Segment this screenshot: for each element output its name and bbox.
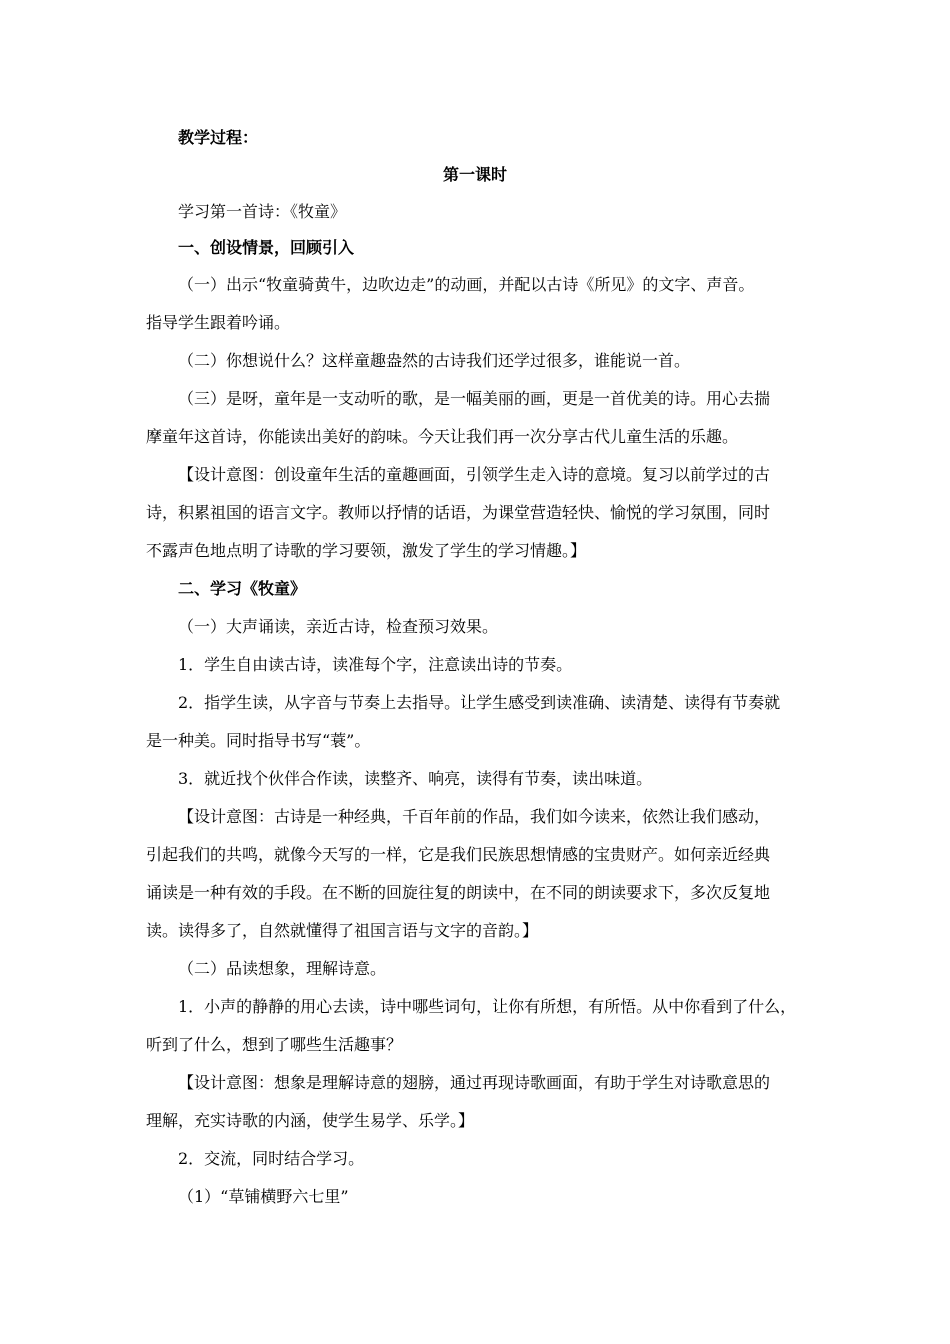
- section2-intent1-line1: 【设计意图：古诗是一种经典，千百年前的作品，我们如今读来，依然让我们感动，: [178, 807, 771, 826]
- section1-p3-line2: 摩童年这首诗，你能读出美好的韵味。今天让我们再一次分享古代儿童生活的乐趣。: [146, 427, 739, 446]
- section2-item4-line2: 听到了什么，想到了哪些生活趣事？: [146, 1035, 403, 1054]
- section1-p1-line1: （一）出示“牧童骑黄牛，边吹边走”的动画，并配以古诗《所见》的文字、声音。: [178, 275, 755, 294]
- section1-intent-line1: 【设计意图：创设童年生活的童趣画面，引领学生走入诗的意境。复习以前学过的古: [178, 465, 771, 484]
- section2-item4-line1: 1．小声的静静的用心去读，诗中哪些词句，让你有所想，有所悟。从中你看到了什么，: [178, 997, 797, 1016]
- section2-sub1: （一）大声诵读，亲近古诗，检查预习效果。: [178, 617, 499, 636]
- section1-p2: （二）你想说什么？这样童趣盎然的古诗我们还学过很多，谁能说一首。: [178, 351, 691, 370]
- section2-intent1-line3: 诵读是一种有效的手段。在不断的回旋往复的朗读中，在不同的朗读要求下，多次反复地: [146, 883, 771, 902]
- section2-item3: 3．就近找个伙伴合作读，读整齐、响亮，读得有节奏，读出味道。: [178, 769, 653, 788]
- section2-sub2: （二）品读想象，理解诗意。: [178, 959, 387, 978]
- section1-title: 一、创设情景，回顾引入: [178, 238, 355, 257]
- section2-intent2-line2: 理解，充实诗歌的内涵，使学生易学、乐学。】: [146, 1111, 475, 1130]
- section2-item2-line1: 2．指学生读，从字音与节奏上去指导。让学生感受到读准确、读清楚、读得有节奏就: [178, 693, 781, 712]
- section2-item2-line2: 是一种美。同时指导书写“蓑”。: [146, 731, 371, 750]
- section1-p3-line1: （三）是呀，童年是一支动听的歌，是一幅美丽的画，更是一首优美的诗。用心去揣: [178, 389, 771, 408]
- section1-p1-line2: 指导学生跟着吟诵。: [146, 313, 291, 332]
- process-heading: 教学过程：: [178, 128, 259, 147]
- section2-intent1-line2: 引起我们的共鸣，就像今天写的一样，它是我们民族思想情感的宝贵财产。如何亲近经典: [146, 845, 771, 864]
- section2-item5: 2．交流，同时结合学习。: [178, 1149, 365, 1168]
- section2-intent2-line1: 【设计意图：想象是理解诗意的翅膀，通过再现诗歌画面，有助于学生对诗歌意思的: [178, 1073, 771, 1092]
- lesson-title: 第一课时: [442, 165, 507, 184]
- section2-intent1-line4: 读。读得多了，自然就懂得了祖国言语与文字的音韵。】: [146, 921, 539, 940]
- section2-item6: （1）“草铺横野六七里”: [178, 1187, 349, 1206]
- section1-intent-line3: 不露声色地点明了诗歌的学习要领，激发了学生的学习情趣。】: [146, 541, 587, 560]
- section2-title: 二、学习《牧童》: [178, 579, 307, 598]
- intro-line: 学习第一首诗：《牧童》: [178, 202, 347, 221]
- section2-item1: 1．学生自由读古诗，读准每个字，注意读出诗的节奏。: [178, 655, 573, 674]
- section1-intent-line2: 诗，积累祖国的语言文字。教师以抒情的话语，为课堂营造轻快、愉悦的学习氛围，同时: [146, 503, 771, 522]
